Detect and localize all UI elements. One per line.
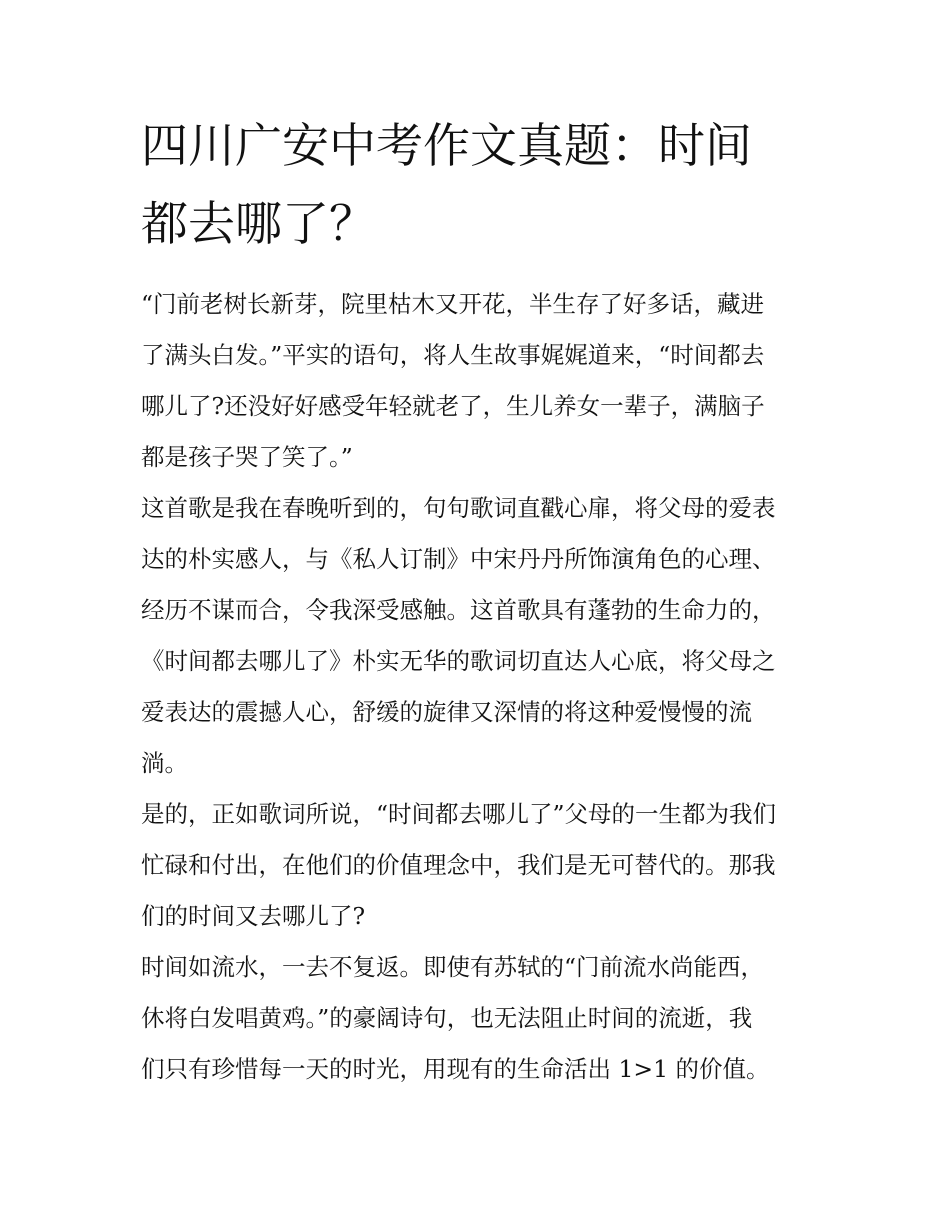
text-line: 时间如流水，一去不复返。即使有苏轼的“门前流水尚能西， — [141, 953, 765, 981]
text-line: 休将白发唱黄鸡。”的豪阔诗句，也无法阻止时间的流逝，我 — [141, 1004, 753, 1032]
text-line: 们只有珍惜每一天的时光，用现有的生命活出 1>1 的价值。 — [141, 1055, 770, 1083]
text-line: 这首歌是我在春晚听到的，句句歌词直戳心扉，将父母的爱表 — [141, 494, 776, 522]
text-line: 都是孩子哭了笑了。” — [141, 443, 353, 471]
text-line: 淌。 — [141, 749, 188, 777]
paragraph-1 — [141, 279, 816, 483]
text-line: 哪儿了?还没好好感受年轻就老了，生儿养女一辈子，满脑子 — [141, 392, 765, 420]
paragraph-4 — [141, 942, 816, 1095]
text-line: 《时间都去哪儿了》朴实无华的歌词切直达人心底，将父母之 — [141, 647, 776, 675]
text-line: 了满头白发。”平实的语句，将人生故事娓娓道来，“时间都去 — [141, 341, 765, 369]
text-line: 达的朴实感人，与《私人订制》中宋丹丹所饰演角色的心理、 — [141, 545, 776, 573]
document-body — [141, 279, 816, 1095]
text-line: 忙碌和付出，在他们的价值理念中，我们是无可替代的。那我 — [141, 851, 776, 879]
title-line: 四川广安中考作文真题：时间 — [141, 119, 752, 174]
document-content — [141, 108, 816, 1095]
document-title — [141, 108, 816, 264]
text-line: “门前老树长新芽，院里枯木又开花，半生存了好多话，藏进 — [141, 290, 765, 318]
title-line: 都去哪了？ — [141, 197, 376, 252]
text-line: 爱表达的震撼人心，舒缓的旋律又深情的将这种爱慢慢的流 — [141, 698, 752, 726]
text-line: 们的时间又去哪儿了? — [141, 902, 366, 930]
text-line: 经历不谋而合，令我深受感触。这首歌具有蓬勃的生命力的， — [141, 596, 776, 624]
paragraph-3 — [141, 789, 816, 942]
paragraph-2 — [141, 483, 816, 789]
text-line: 是的，正如歌词所说，“时间都去哪儿了”父母的一生都为我们 — [141, 800, 777, 828]
